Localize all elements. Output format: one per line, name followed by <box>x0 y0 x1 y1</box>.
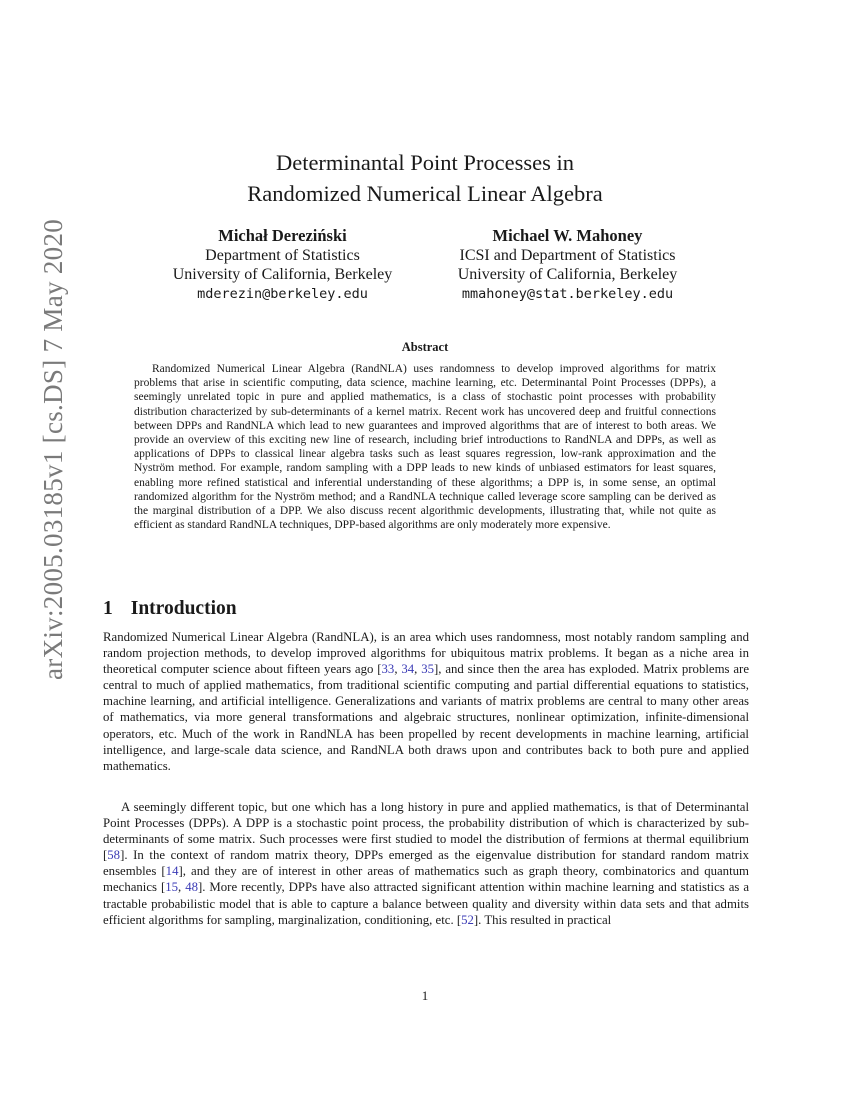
arxiv-identifier: arXiv:2005.03185v1 [cs.DS] 7 May 2020 <box>38 218 68 680</box>
title-line-2: Randomized Numerical Linear Algebra <box>247 181 603 206</box>
section-number: 1 <box>103 598 113 619</box>
section-heading <box>103 598 237 620</box>
abstract-heading: Abstract <box>401 340 449 354</box>
text-run: A seemingly different topic, but one which has a long history in pure and applied mathematics, is that of Determinantal Point Processes (DPPs). A DPP is a stochastic point process, the probability distribution of which is characterized by sub-determinants of some matrix. Such processes were first studied to model the distribution of fermions at thermal equilibrium [ <box>103 800 749 863</box>
intro-paragraph-1 <box>103 629 749 774</box>
author-department: Department of Statistics <box>205 246 360 264</box>
text-run: ]. More recently, DPPs have also attracted significant attention within machine learning and statistics as a tractable probabilistic model that is able to capture a balance between quality and diversity within data sets and that admits efficient algorithms for sampling, marginalization, conditioning, etc. [ <box>103 880 749 927</box>
abstract-text: Randomized Numerical Linear Algebra (RandNLA) uses randomness to develop improved algorithms for matrix problems that arise in scientific computing, data science, machine learning, etc. Determinantal Point Processes (DPPs), a seemingly unrelated topic in pure and applied mathematics, is a class of stochastic point processes with probability distribution characterized by sub-determinants of a kernel matrix. Recent work has uncovered deep and fruitful connections between DPPs and RandNLA which lead to new guarantees and improved algorithms that are of interest to both areas. We provide an overview of this exciting new line of research, including brief introductions to RandNLA and DPPs, as well as applications of DPPs to classical linear algebra tasks such as least squares regression, low-rank approximation and the Nyström method. For example, random sampling with a DPP leads to new kinds of unbiased estimators for least squares, enabling more refined statistical and inferential understanding of these algorithms; a DPP is, in some sense, an optimal randomized algorithm for the Nyström method; and a RandNLA technique called leverage score sampling can be derived as the marginal distribution of a DPP. We also discuss recent algorithmic developments, illustrating that, while not quite as efficient as standard RandNLA techniques, DPP-based algorithms are only moderately more expensive. <box>134 363 716 532</box>
author-name: Michael W. Mahoney <box>492 226 643 245</box>
paper-title <box>0 147 850 209</box>
text-run: ], and they are of interest in other areas of mathematics such as graph theory, combinatorics and quantum mechanics [ <box>103 864 749 895</box>
title-line-1: Determinantal Point Processes in <box>275 150 575 175</box>
text-run: ], and since then the area has exploded. Matrix problems are central to much of applied mathematics, from traditional scientific computing and partial differential equations to statistics, machine learning, and artificial intelligence. Generalizations and variants of matrix problems are central to many other areas of mathematics, via more general transformations and algebraic structures, nonlinear optimization, infinite-dimensional operators, etc. Much of the work in RandNLA has been propelled by recent developments in machine learning, artificial intelligence, and large-scale data science, and RandNLA both draws upon and contributes back to both pure and applied mathematics. <box>103 662 750 773</box>
intro-paragraph-2 <box>103 799 749 928</box>
citation-link[interactable]: 33 <box>381 662 395 677</box>
section-title: Introduction <box>130 598 237 619</box>
author-institution: University of California, Berkeley <box>457 266 678 283</box>
author-block-1 <box>150 226 415 304</box>
citation-link[interactable]: 35 <box>421 662 435 677</box>
author-block-2 <box>425 226 710 304</box>
author-department: ICSI and Department of Statistics <box>459 246 676 264</box>
author-email[interactable]: mmahoney@stat.berkeley.edu <box>461 285 674 302</box>
text-run: Randomized Numerical Linear Algebra (RandNLA), is an area which uses randomness, most notably random sampling and random projection methods, to develop improved algorithms for ubiquitous matrix problems. It began as a niche area in theoretical computer science about fifteen years ago [ <box>103 630 749 677</box>
text-run: , <box>394 662 402 677</box>
page-number: 1 <box>421 988 429 1003</box>
citation-link[interactable]: 58 <box>107 848 121 863</box>
citation-link[interactable]: 15 <box>165 880 179 895</box>
citation-link[interactable]: 34 <box>401 662 415 677</box>
citation-link[interactable]: 14 <box>165 864 179 879</box>
citation-link[interactable]: 48 <box>185 880 198 895</box>
text-run: , <box>414 662 422 677</box>
author-institution: University of California, Berkeley <box>172 266 393 283</box>
author-name: Michał Dereziński <box>218 226 347 245</box>
author-email[interactable]: mderezin@berkeley.edu <box>197 285 368 302</box>
text-run: , <box>178 880 186 895</box>
text-run: ]. In the context of random matrix theory, DPPs emerged as the eigenvalue distribution for standard random matrix ensembles [ <box>103 848 749 879</box>
text-run: ]. This resulted in practical <box>473 912 612 927</box>
citation-link[interactable]: 52 <box>461 912 474 927</box>
